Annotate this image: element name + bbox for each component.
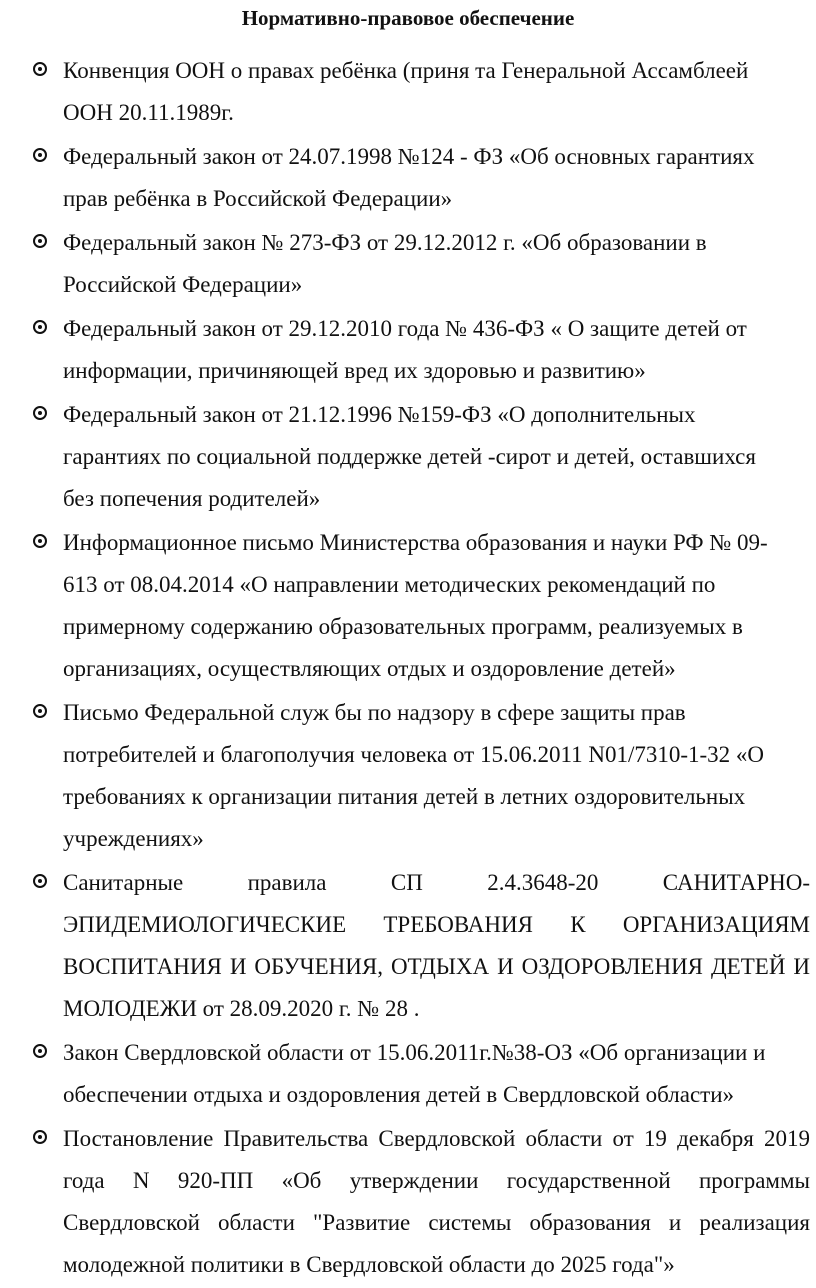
item-line: Письмо Федеральной служ бы по надзору в сфере защиты прав — [63, 700, 686, 725]
circle-bullet-icon — [33, 62, 47, 76]
document-title: Нормативно-правовое обеспечение — [241, 6, 575, 30]
item-text: Постановление Правительства Свердловской области от 19 декабря 2019 года N 920-ПП «Об утверждении государственной программы Свердловской области "Развитие системы образования и реализация молодежной политики в Свердловской области до 2025 года"» — [63, 1126, 810, 1277]
list-item — [0, 222, 816, 306]
list-item — [0, 394, 816, 520]
item-line: Российской Федерации» — [63, 272, 303, 297]
item-line: организациях, осуществляющих отдых и оздоровление детей» — [63, 656, 676, 681]
item-line: Информационное письмо Министерства образования и науки РФ № 09- — [63, 530, 768, 555]
list-item — [0, 50, 816, 134]
item-line: информации, причиняющей вред их здоровью и развитию» — [63, 358, 646, 383]
item-line: Федеральный закон от 29.12.2010 года № 436-ФЗ « О защите детей от — [63, 316, 747, 341]
circle-bullet-icon — [33, 534, 47, 548]
circle-bullet-icon — [33, 406, 47, 420]
list-item — [0, 522, 816, 690]
circle-bullet-icon — [33, 320, 47, 334]
item-line: учреждениях» — [63, 826, 204, 851]
circle-bullet-icon — [33, 1130, 47, 1144]
item-line: потребителей и благополучия человека от 15.06.2011 N01/7310-1-32 «О — [63, 742, 765, 767]
item-line: ООН 20.11.1989г. — [63, 100, 234, 125]
list-item — [0, 1032, 816, 1116]
item-text: Санитарные правила СП 2.4.3648-20 САНИТАРНО-ЭПИДЕМИОЛОГИЧЕСКИЕ ТРЕБОВАНИЯ К ОРГАНИЗАЦИЯМ ВОСПИТАНИЯ И ОБУЧЕНИЯ, ОТДЫХА И ОЗДОРОВЛЕНИЯ ДЕТЕЙ И МОЛОДЕЖИ от 28.09.2020 г. № 28 . — [63, 870, 810, 1021]
item-line: требованиях к организации питания детей в летних оздоровительных — [63, 784, 746, 809]
item-line: Закон Свердловской области от 15.06.2011г.№38-ОЗ «Об организации и — [63, 1040, 766, 1065]
list-item — [0, 862, 816, 1030]
circle-bullet-icon — [33, 1044, 47, 1058]
list-item — [0, 308, 816, 392]
circle-bullet-icon — [33, 704, 47, 718]
item-line: 613 от 08.04.2014 «О направлении методических рекомендаций по — [63, 572, 716, 597]
item-line: Федеральный закон от 21.12.1996 №159-ФЗ «О дополнительных — [63, 402, 696, 427]
item-line: без попечения родителей» — [63, 486, 321, 511]
item-line: обеспечении отдыха и оздоровления детей в Свердловской области» — [63, 1082, 735, 1107]
item-line: примерному содержанию образовательных программ, реализуемых в — [63, 614, 743, 639]
item-line: Федеральный закон № 273-ФЗ от 29.12.2012 г. «Об образовании в — [63, 230, 707, 255]
regulations-list — [0, 50, 816, 1288]
circle-bullet-icon — [33, 234, 47, 248]
item-line: гарантиях по социальной поддержке детей -сирот и детей, оставшихся — [63, 444, 756, 469]
item-line: Федеральный закон от 24.07.1998 №124 - ФЗ «Об основных гарантиях — [63, 144, 755, 169]
circle-bullet-icon — [33, 874, 47, 888]
list-item — [0, 1118, 816, 1286]
list-item — [0, 692, 816, 860]
item-line: Конвенция ООН о правах ребёнка (приня та Генеральной Ассамблеей — [63, 58, 749, 83]
list-item — [0, 136, 816, 220]
item-line: прав ребёнка в Российской Федерации» — [63, 186, 453, 211]
circle-bullet-icon — [33, 148, 47, 162]
